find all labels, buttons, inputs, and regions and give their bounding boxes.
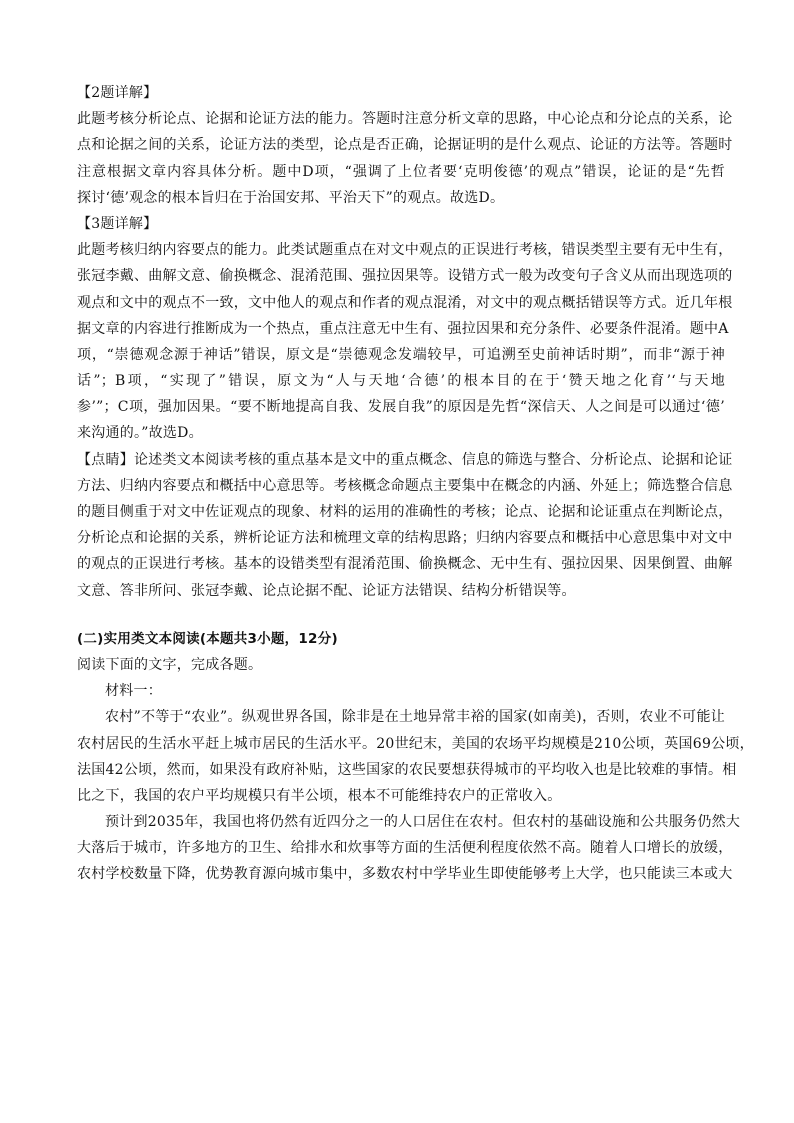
text-line: 此题考核归纳内容要点的能力。此类试题重点在对文中观点的正误进行考核，错误类型主要有无中生有， — [77, 242, 733, 259]
q3-explanation — [77, 237, 733, 447]
text-line: 【点睛】论述类文本阅读考核的重点基本是文中的重点概念、信息的筛选与整合、分析论点、论据和论证 — [77, 451, 733, 468]
text-line: 农村”不等于“农业”。纵观世界各国，除非是在土地异常丰裕的国家(如南美)，否则，农业不可能让 — [105, 709, 725, 726]
text-line: 话”；B项，“实现了”错误，原文为“人与天地‘合德’的根本目的在于‘赞天地之化育’‘与天地 — [77, 373, 725, 390]
text-line: 项，“崇德观念源于神话”错误，原文是“崇德观念发端较早，可追溯至史前神话时期”，而非“源于神 — [77, 346, 725, 363]
text-line: 探讨‘德’观念的根本旨归在于治国安邦、平治天下”的观点。故选D。 — [77, 189, 505, 206]
instruction: 阅读下面的文字，完成各题。 — [77, 656, 263, 673]
material-paragraph-2 — [77, 809, 741, 888]
text-line: 张冠李戴、曲解文意、偷换概念、混淆范围、强拉因果等。设错方式一般为改变句子含义从而出现选项的 — [77, 268, 733, 285]
section-spacer — [77, 604, 725, 626]
text-line: 的观点的正误进行考核。基本的设错类型有混淆范围、偷换概念、无中生有、强拉因果、因果倒置、曲解 — [77, 556, 733, 573]
text-line: 方法、归纳内容要点和概括中心意思等。考核概念命题点主要集中在概念的内涵、外延上；筛选整合信息 — [77, 477, 733, 494]
section-title: (二)实用类文本阅读(本题共3小题，12分) — [77, 630, 338, 647]
text-line: 文意、答非所问、张冠李戴、论点论据不配、论证方法错误、结构分析错误等。 — [77, 582, 576, 599]
text-line: 据文章的内容进行推断成为一个热点，重点注意无中生有、强拉因果和充分条件、必要条件混淆。题中A — [77, 320, 729, 337]
text-line: 法国42公顷，然而，如果没有政府补贴，这些国家的农民要想获得城市的平均收入也是比较难的事情。相 — [77, 761, 737, 778]
text-line: 此题考核分析论点、论据和论证方法的能力。答题时注意分析文章的思路，中心论点和分论点的关系，论 — [77, 111, 733, 128]
text-line: 分析论点和论据的关系，辨析论证方法和梳理文章的结构思路；归纳内容要点和概括中心意思集中对文中 — [77, 530, 733, 547]
dianjing-note — [77, 447, 733, 604]
document-body — [77, 80, 754, 888]
text-line: 观点和文中的观点不一致，文中他人的观点和作者的观点混淆，对文中的观点概括错误等方式。近几年根 — [77, 294, 733, 311]
text-line: 注意根据文章内容具体分析。题中D项，“强调了上位者要‘克明俊德’的观点”错误，论证的是“先哲 — [77, 163, 725, 180]
text-line: 参’”；C项，强加因果。“要不断地提高自我、发展自我”的原因是先哲“深信天、人之间是可以通过‘德’ — [77, 399, 725, 416]
material-paragraph-1 — [77, 704, 754, 809]
text-line: 大落后于城市，许多地方的卫生、给排水和炊事等方面的生活便利程度依然不高。随着人口增长的放缓， — [77, 840, 733, 857]
text-line: 农村居民的生活水平赶上城市居民的生活水平。20世纪末，美国的农场平均规模是210公顷，英国69公顷， — [77, 735, 754, 752]
q3-heading: 【3题详解】 — [77, 215, 158, 232]
q2-heading: 【2题详解】 — [77, 85, 158, 101]
text-line: 点和论据之间的关系，论证方法的类型，论点是否正确，论据证明的是什么观点、论证的方法等。答题时 — [77, 137, 733, 154]
material-label: 材料一： — [105, 683, 162, 700]
q2-explanation — [77, 106, 733, 211]
text-line: 农村学校数量下降，优势教育源向城市集中，多数农村中学毕业生即使能够考上大学，也只能读三本或大 — [77, 866, 733, 883]
text-line: 来沟通的。”故选D。 — [77, 425, 203, 442]
text-line: 的题目侧重于对文中佐证观点的现象、材料的运用的准确性的考核；论点、论据和论证重点在判断论点， — [77, 504, 733, 520]
text-line: 比之下，我国的农户平均规模只有半公顷，根本不可能维持农户的正常收入。 — [77, 787, 562, 804]
text-line: 预计到2035年，我国也将仍然有近四分之一的人口居住在农村。但农村的基础设施和公共服务仍然大 — [105, 814, 741, 831]
